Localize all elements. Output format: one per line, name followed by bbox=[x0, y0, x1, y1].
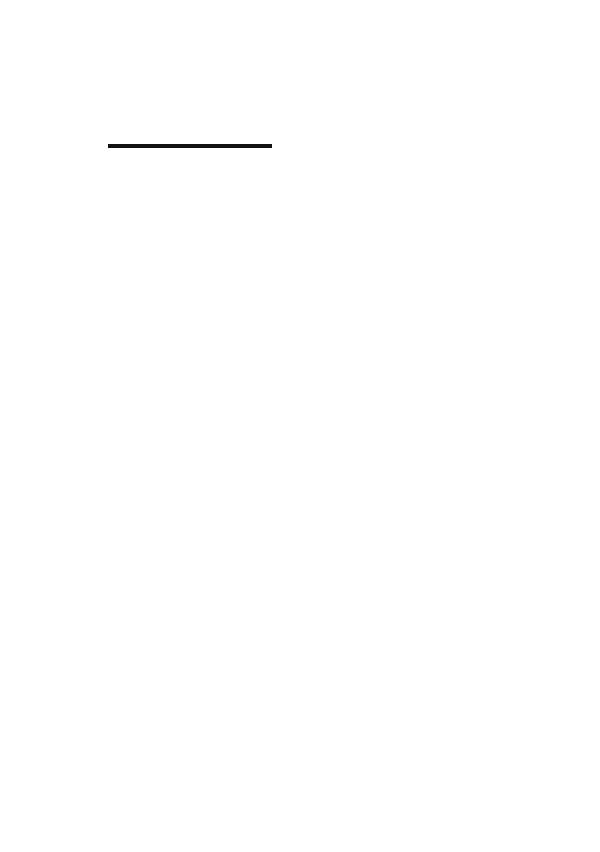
title-underline bbox=[108, 144, 272, 148]
